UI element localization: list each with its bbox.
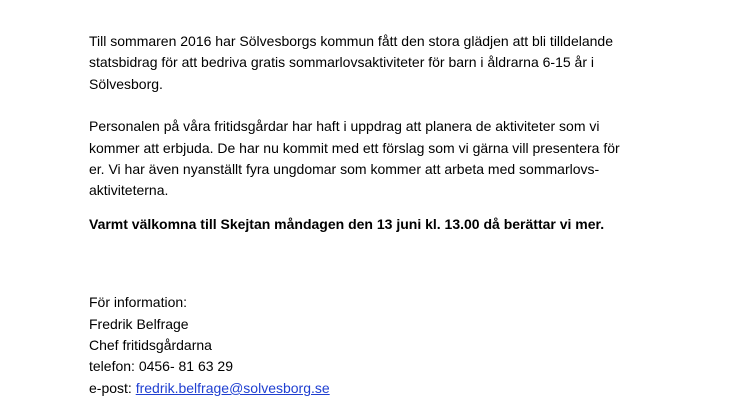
text-line: Sölvesborg. xyxy=(89,75,163,92)
paragraph-spacer xyxy=(89,95,669,116)
text-line: Personalen på våra fritidsgårdar har haft i uppdrag att planera de aktiviteter som vi xyxy=(89,118,600,135)
text-line: statsbidrag för att bedriva gratis sommarlovsaktiviteter för barn i åldrarna 6-15 år i xyxy=(89,54,594,71)
contact-title: Chef fritidsgårdarna xyxy=(89,337,212,354)
text-line: Till sommaren 2016 har Sölvesborgs kommun fått den stora glädjen att bli tilldelande xyxy=(89,33,613,49)
email-label: e-post: xyxy=(89,379,136,396)
staff-paragraph xyxy=(89,116,669,202)
welcome-line xyxy=(89,214,669,235)
text-line: kommer att erbjuda. De har nu kommit med ett förslag som vi gärna vill presentera för xyxy=(89,139,620,156)
email-link[interactable]: fredrik.belfrage@solvesborg.se xyxy=(135,379,330,396)
section-spacer xyxy=(89,235,669,292)
paragraph-spacer xyxy=(89,202,669,214)
text-line: er. Vi har även nyanställt fyra ungdomar som kommer att arbeta med sommarlovs- xyxy=(89,161,600,178)
contact-phone: telefon: 0456- 81 63 29 xyxy=(89,358,234,375)
contact-name: Fredrik Belfrage xyxy=(89,315,189,332)
contact-email-line xyxy=(89,378,669,399)
text-line: Varmt välkomna till Skejtan måndagen den 13 juni kl. 13.00 då berättar vi mer. xyxy=(89,215,605,232)
text-line: aktiviteterna. xyxy=(89,182,169,199)
document-body xyxy=(89,31,669,399)
intro-paragraph xyxy=(89,31,669,95)
contact-heading: För information: xyxy=(89,294,188,311)
contact-block xyxy=(89,292,669,399)
